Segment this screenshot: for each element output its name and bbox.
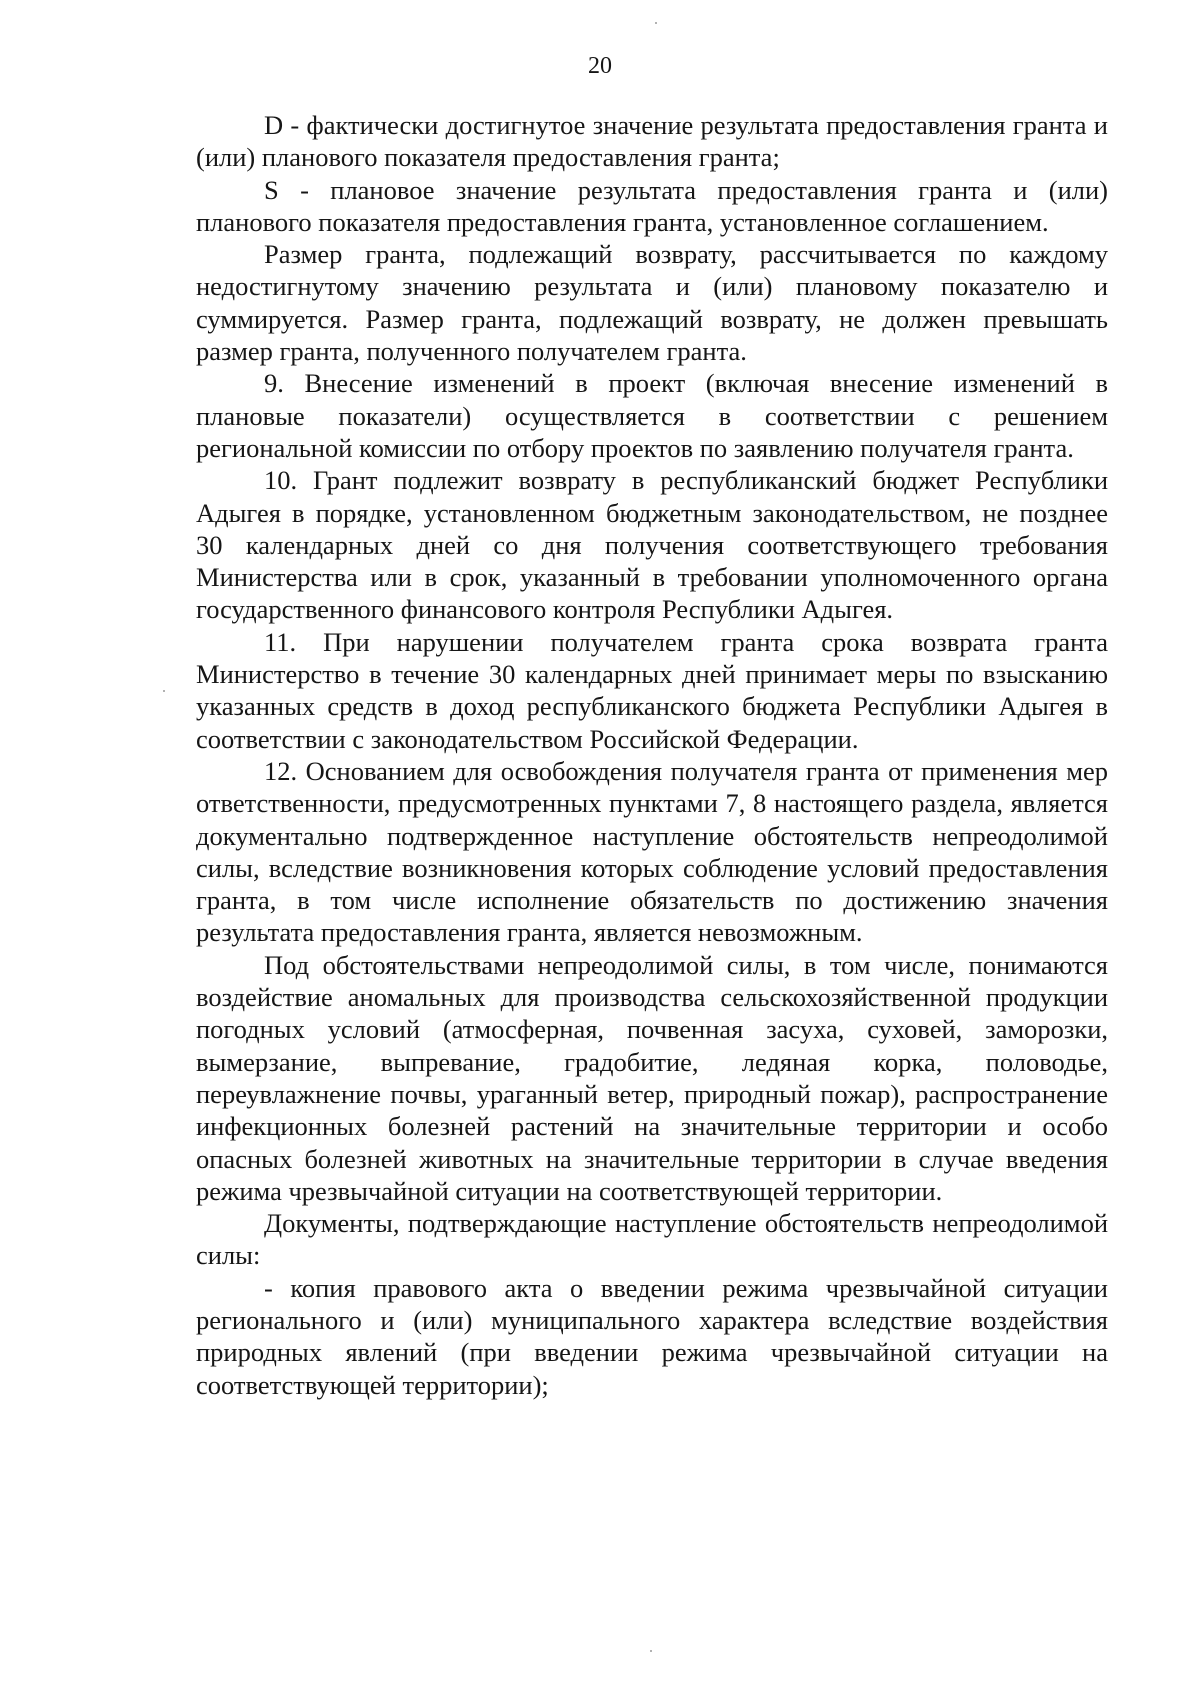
page-number: 20: [588, 53, 612, 79]
paragraph-documents: Документы, подтверждающие наступление обстоятельств непреодолимой силы:: [196, 1208, 1108, 1271]
scan-speck: [655, 22, 657, 24]
scan-speck: [163, 690, 165, 692]
paragraph-item-9: 9. Внесение изменений в проект (включая внесение изменений в плановые показатели) осуществляется в соответствии с решением региональной комиссии по отбору проектов по заявлению получателя гранта.: [196, 368, 1108, 463]
paragraph-d-definition: D - фактически достигнутое значение результата предоставления гранта и (или) планового показателя предоставления гранта;: [196, 110, 1108, 173]
paragraph-force-majeure: Под обстоятельствами непреодолимой силы, в том числе, понимаются воздействие аномальных для производства сельскохозяйственной продукции погодных условий (атмосферная, почвенная засуха, суховей, заморозки, вымерзание, выпревание, градобитие, ледяная корка, половодье, переувлажнение почвы, ураганный ветер, природный пожар), распространение инфекционных болезней растений на значительные территории и особо опасных болезней животных на значительные территории в случае введения режима чрезвычайной ситуации на соответствующей территории.: [196, 949, 1108, 1206]
paragraph-item-11: 11. При нарушении получателем гранта срока возврата гранта Министерство в течение 30 календарных дней принимает меры по взысканию указанных средств в доход республиканского бюджета Республики Адыгея в соответствии с законодательством Российской Федерации.: [196, 626, 1108, 754]
paragraph-legal-act-copy: - копия правового акта о введении режима чрезвычайной ситуации регионального и (или) муниципального характера вследствие воздействия природных явлений (при введении режима чрезвычайной ситуации на соответствующей территории);: [196, 1272, 1108, 1400]
paragraph-s-definition: S - плановое значение результата предоставления гранта и (или) планового показателя предоставления гранта, установленное соглашением.: [196, 174, 1108, 237]
paragraph-item-12: 12. Основанием для освобождения получателя гранта от применения мер ответственности, предусмотренных пунктами 7, 8 настоящего раздела, является документально подтвержденное наступление обстоятельств непреодолимой силы, вследствие возникновения которых соблюдение условий предоставления гранта, в том числе исполнение обязательств по достижению значения результата предоставления гранта, является невозможным.: [196, 755, 1108, 948]
paragraph-refund-amount: Размер гранта, подлежащий возврату, рассчитывается по каждому недостигнутому значению результата и (или) плановому показателю и суммируется. Размер гранта, подлежащий возврату, не должен превышать размер гранта, полученного получателем гранта.: [196, 239, 1108, 367]
paragraph-item-10: 10. Грант подлежит возврату в республиканский бюджет Республики Адыгея в порядке, установленном бюджетным законодательством, не позднее 30 календарных дней со дня получения соответствующего требования Министерства или в срок, указанный в требовании уполномоченного органа государственного финансового контроля Республики Адыгея.: [196, 465, 1108, 625]
scan-speck: [650, 1650, 652, 1652]
document-body: [196, 109, 1108, 1401]
